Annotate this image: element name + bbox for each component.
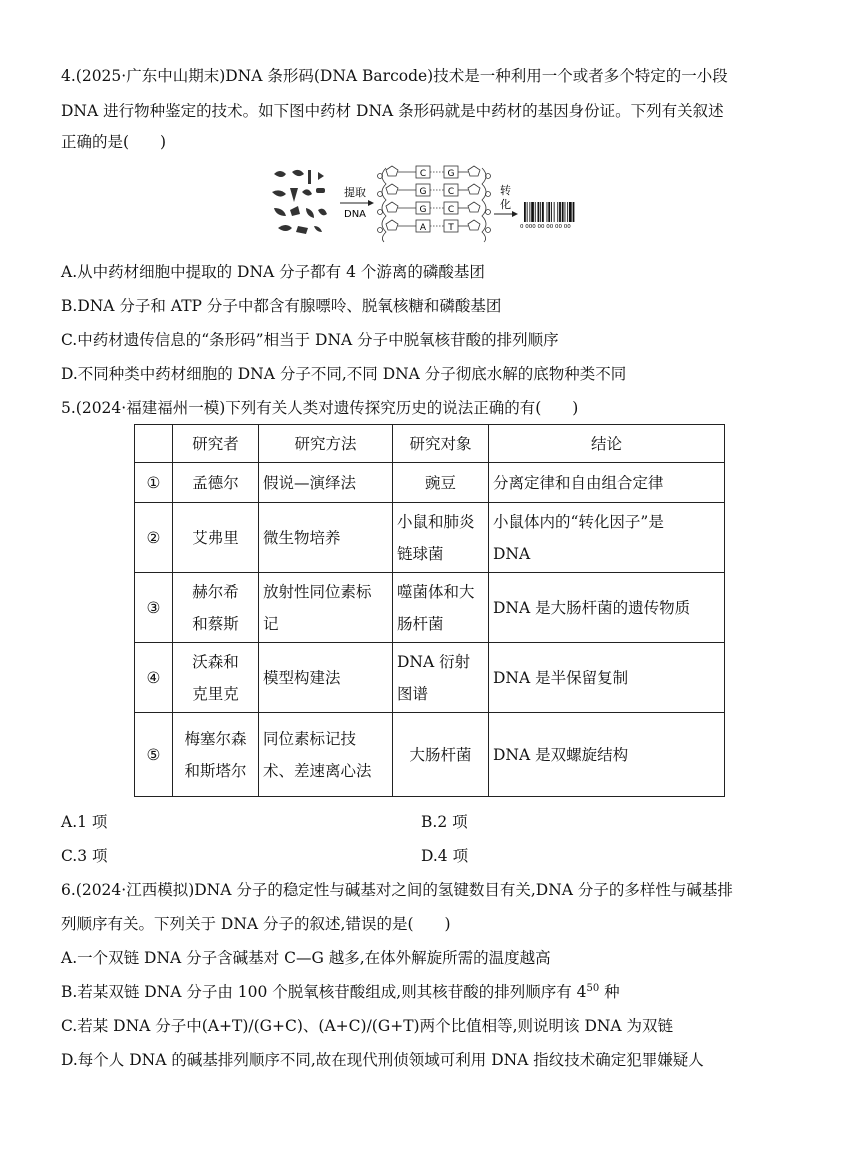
base-letter-left: G (419, 205, 427, 215)
q6-option-d: D.每个人 DNA 的碱基排列顺序不同,故在现代刑侦领域可利用 DNA 指纹技术确定犯罪嫌疑人 (61, 1051, 704, 1069)
herb-materials-icon (272, 170, 327, 234)
method-cell-line: 假说—演绎法 (263, 473, 357, 492)
method-cell-line: 模型构建法 (263, 668, 341, 687)
q4-option-b: B.DNA 分子和 ATP 分子中都含有腺嘌呤、脱氧核糖和磷酸基团 (61, 297, 502, 315)
conclusion-cell-line: DNA 是大肠杆菌的遗传物质 (493, 598, 691, 617)
header-index (135, 425, 173, 463)
researcher-cell-line: 克里克 (192, 684, 239, 703)
method-cell-line: 同位素标记技 (263, 729, 357, 748)
researcher-cell-line: 孟德尔 (192, 473, 239, 492)
conclusion-cell-line: DNA 是半保留复制 (493, 668, 629, 687)
conclusion-cell-line: 小鼠体内的“转化因子”是 (493, 512, 664, 531)
object-cell-line: 图谱 (397, 684, 429, 703)
q6-option-a: A.一个双链 DNA 分子含碱基对 C—G 越多,在体外解旋所需的温度越高 (61, 949, 551, 967)
conclusion-cell-line: DNA (493, 544, 531, 563)
dna-barcode-figure (268, 162, 592, 244)
q6-stem-line-2: 列顺序有关。下列关于 DNA 分子的叙述,错误的是( ) (61, 915, 451, 933)
researcher-cell-line: 和蔡斯 (192, 614, 239, 633)
header-researcher: 研究者 (173, 425, 259, 463)
convert-label-2: 化 (500, 198, 511, 211)
method-cell (259, 573, 393, 643)
q6-option-b-text: B.若某双链 DNA 分子由 100 个脱氧核苷酸组成,则其核苷酸的排列顺序有 4 (61, 983, 587, 1001)
header-object: 研究对象 (393, 425, 489, 463)
base-letter-left: G (419, 187, 427, 197)
research-history-table (134, 424, 725, 797)
convert-label-1: 转 (500, 184, 511, 197)
method-cell (259, 463, 393, 503)
object-cell-line: 豌豆 (424, 473, 456, 492)
q4-option-c: C.中药材遗传信息的“条形码”相当于 DNA 分子中脱氧核苷酸的排列顺序 (61, 331, 559, 349)
conclusion-cell-line: 分离定律和自由组合定律 (493, 473, 664, 492)
researcher-cell-line: 和斯塔尔 (184, 761, 247, 780)
row-index: ④ (135, 643, 173, 713)
researcher-cell (173, 503, 259, 573)
conclusion-cell (489, 643, 725, 713)
table-row (135, 463, 725, 503)
object-cell-line: DNA 衍射 (397, 652, 471, 671)
row-index: ⑤ (135, 713, 173, 797)
object-cell-line: 肠杆菌 (397, 614, 444, 633)
base-letter-right: G (447, 169, 455, 179)
header-conclusion: 结论 (489, 425, 725, 463)
q5-option-a: A.1 项 (61, 813, 108, 831)
q6-option-b (61, 982, 620, 1002)
q5-option-d: D.4 项 (421, 847, 469, 865)
method-cell (259, 643, 393, 713)
extract-label-1: 提取 (344, 186, 366, 199)
base-letter-right: C (447, 187, 455, 197)
table-header-row (135, 425, 725, 463)
method-cell (259, 503, 393, 573)
object-cell-line: 噬菌体和大 (397, 582, 475, 601)
method-cell-line: 记 (263, 614, 279, 633)
method-cell-line: 放射性同位素标 (263, 582, 372, 601)
object-cell-line: 小鼠和肺炎 (397, 512, 475, 531)
table-row (135, 503, 725, 573)
researcher-cell-line: 赫尔希 (192, 582, 239, 601)
q6-option-b-suffix: 种 (599, 983, 620, 1001)
method-cell-line: 术、差速离心法 (263, 761, 372, 780)
object-cell-line: 大肠杆菌 (409, 745, 472, 764)
row-index: ① (135, 463, 173, 503)
researcher-cell (173, 713, 259, 797)
conclusion-cell (489, 463, 725, 503)
researcher-cell (173, 463, 259, 503)
object-cell (393, 503, 489, 573)
q5-option-b: B.2 项 (421, 813, 468, 831)
table-row (135, 573, 725, 643)
table-row (135, 643, 725, 713)
conclusion-cell (489, 503, 725, 573)
object-cell (393, 643, 489, 713)
dna-ladder (378, 166, 491, 242)
q6-option-b-exponent: 50 (586, 983, 600, 994)
q4-stem-line-2: DNA 进行物种鉴定的技术。如下图中药材 DNA 条形码就是中药材的基因身份证。下列有关叙述 (61, 102, 724, 120)
conclusion-cell (489, 713, 725, 797)
method-cell-line: 微生物培养 (263, 528, 341, 547)
header-method: 研究方法 (259, 425, 393, 463)
researcher-cell-line: 梅塞尔森 (184, 729, 247, 748)
researcher-cell (173, 573, 259, 643)
barcode-digits: 0 000 00 00 00 00 (520, 224, 571, 230)
conclusion-cell-line: DNA 是双螺旋结构 (493, 745, 629, 764)
q6-stem-line-1: 6.(2024·江西模拟)DNA 分子的稳定性与碱基对之间的氢键数目有关,DNA 分子的多样性与碱基排 (61, 881, 733, 899)
object-cell (393, 573, 489, 643)
table-row (135, 713, 725, 797)
row-index: ② (135, 503, 173, 573)
researcher-cell (173, 643, 259, 713)
q4-option-d: D.不同种类中药材细胞的 DNA 分子不同,不同 DNA 分子彻底水解的底物种类不同 (61, 365, 627, 383)
q4-stem-line-1: 4.(2025·广东中山期末)DNA 条形码(DNA Barcode)技术是一种利用一个或者多个特定的一小段 (61, 67, 728, 85)
row-index: ③ (135, 573, 173, 643)
extract-label-2: DNA (344, 209, 367, 220)
object-cell-line: 链球菌 (397, 544, 444, 563)
researcher-cell-line: 艾弗里 (192, 528, 239, 547)
method-cell (259, 713, 393, 797)
q5-stem: 5.(2024·福建福州一模)下列有关人类对遗传探究历史的说法正确的有( ) (61, 399, 579, 417)
base-pairs (398, 166, 468, 233)
barcode-icon (524, 202, 574, 222)
base-letter-right: C (447, 205, 455, 215)
conclusion-cell (489, 573, 725, 643)
object-cell (393, 713, 489, 797)
q5-option-c: C.3 项 (61, 847, 108, 865)
object-cell (393, 463, 489, 503)
q6-option-c: C.若某 DNA 分子中(A+T)/(G+C)、(A+C)/(G+T)两个比值相等,则说明该 DNA 为双链 (61, 1017, 674, 1035)
base-letter-right: T (448, 223, 454, 233)
q4-option-a: A.从中药材细胞中提取的 DNA 分子都有 4 个游离的磷酸基团 (61, 263, 485, 281)
researcher-cell-line: 沃森和 (192, 652, 239, 671)
q4-stem-line-3: 正确的是( ) (61, 133, 167, 151)
base-letter-left: A (419, 223, 427, 233)
base-letter-left: C (419, 169, 427, 179)
